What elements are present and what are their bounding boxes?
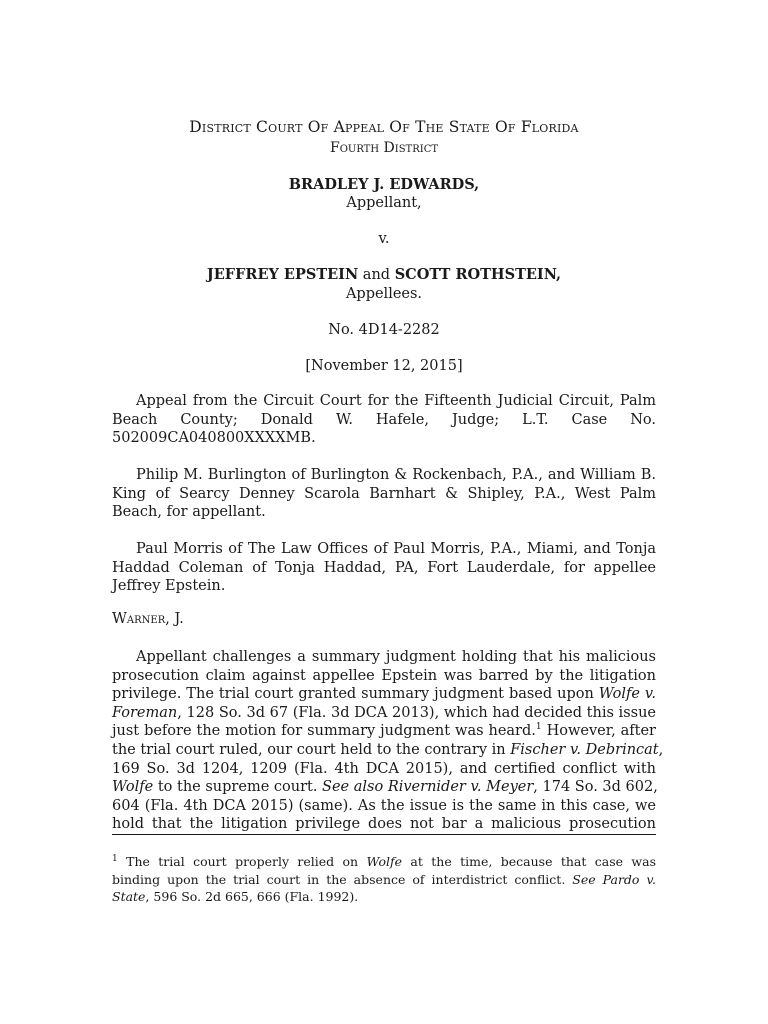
case-citation: See Pardo v. <box>572 871 656 887</box>
footnote-line <box>112 853 656 871</box>
opinion-line <box>112 741 664 760</box>
case-citation: Fischer v. Debrincat <box>510 741 659 758</box>
opinion-line: hold that the litigation privilege does not bar a malicious prosecution <box>112 816 656 833</box>
opinion-line <box>112 685 656 704</box>
appellee-name-2: SCOTT ROTHSTEIN <box>394 266 557 283</box>
case-citation: Foreman <box>112 704 178 721</box>
opinion-line: Appellant challenges a summary judgment holding that his malicious <box>136 649 656 665</box>
document-page <box>112 0 664 1024</box>
appellee-and: and <box>358 267 395 283</box>
appellee-name-1: JEFFREY EPSTEIN <box>206 266 359 283</box>
versus-label: v. <box>378 231 390 247</box>
opinion-line <box>112 778 656 797</box>
appellee-names <box>112 265 656 285</box>
opinion-line: 169 So. 3d 1204, 1209 (Fla. 4th DCA 2015), and certified conflict with <box>112 760 656 777</box>
case-citation: Wolfe v. <box>598 686 656 703</box>
footnote-text: , 596 So. 2d 665, 666 (Fla. 1992). <box>145 889 359 904</box>
footnote-line <box>112 871 656 889</box>
opinion-text: privilege. The trial court granted summary judgment based upon <box>112 686 599 703</box>
opinion-text: just before the motion for summary judgment was heard. <box>112 723 536 740</box>
case-citation: Wolfe <box>366 854 403 869</box>
opinion-text: , <box>658 741 664 758</box>
opinion-text: , 128 So. 3d 67 (Fla. 3d DCA 2013), which had decided this issue <box>177 704 656 721</box>
footnote-line <box>112 888 656 906</box>
opinion-text: the trial court ruled, our court held to the contrary in <box>112 741 511 758</box>
appellant-counsel-paragraph: Philip M. Burlington of Burlington & Rockenbach, P.A., and William B. King of Searcy Denney Scarola Barnhart & Shipley, P.A., West Palm Beach, for appellant. <box>112 467 656 521</box>
appeal-from-paragraph: Appeal from the Circuit Court for the Fifteenth Judicial Circuit, Palm Beach County; Donald W. Hafele, Judge; L.T. Case No. 502009CA040800XXXXMB. <box>112 393 656 447</box>
appellant-name: BRADLEY J. EDWARDS, <box>288 176 480 193</box>
footnote-text: The trial court properly relied on <box>117 854 367 869</box>
case-citation: State <box>112 889 146 904</box>
opinion-text: , 174 So. 3d 602, <box>533 779 658 796</box>
opinion-line: prosecution claim against appellee Epstein was barred by the litigation <box>112 667 656 684</box>
footnote-text: at the time, because that case was <box>402 854 657 869</box>
opinion-text: to the supreme court. <box>153 779 323 796</box>
footnote <box>112 853 656 906</box>
case-citation: Wolfe <box>112 779 154 796</box>
appellee-role: Appellees. <box>345 286 423 302</box>
opinion-line: 604 (Fla. 4th DCA 2015) (same). As the issue is the same in this case, we <box>112 797 656 814</box>
opinion-text: However, after <box>541 723 656 740</box>
decision-date: [November 12, 2015] <box>305 358 463 374</box>
opinion-line <box>112 722 656 741</box>
court-district: Fourth District <box>329 140 439 156</box>
opinion-line <box>112 704 656 723</box>
case-citation: See also Rivernider v. Meyer <box>322 779 534 796</box>
footnote-divider <box>112 834 656 835</box>
footnote-marker: 1 <box>112 853 118 864</box>
opinion-paragraph <box>112 648 664 834</box>
case-number: No. 4D14-2282 <box>328 322 440 338</box>
court-title: District Court Of Appeal Of The State Of Florida <box>189 118 579 136</box>
footnote-reference[interactable]: 1 <box>535 722 542 733</box>
footnote-text: binding upon the trial court in the absence of interdistrict conflict. <box>112 871 573 887</box>
judge-name: Warner, J. <box>112 611 184 627</box>
appellee-comma: , <box>556 266 562 283</box>
appellee-counsel-paragraph: Paul Morris of The Law Offices of Paul Morris, P.A., Miami, and Tonja Haddad Coleman of Tonja Haddad, PA, Fort Lauderdale, for appellee Jeffrey Epstein. <box>112 541 656 595</box>
appellant-role: Appellant, <box>346 195 422 211</box>
